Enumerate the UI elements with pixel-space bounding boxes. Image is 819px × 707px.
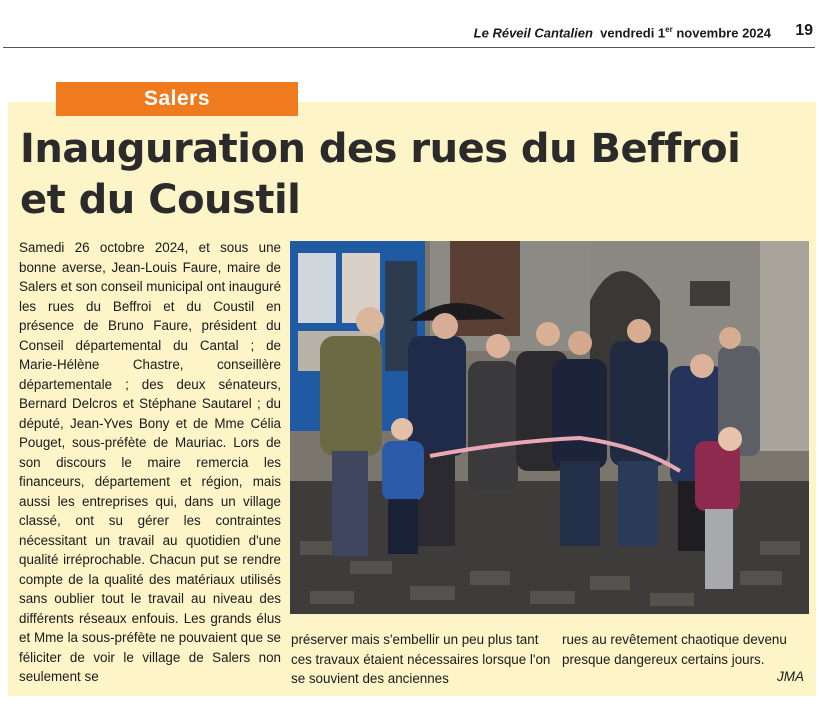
article-column-1: Samedi 26 octobre 2024, et sous une bonne averse, Jean-Louis Faure, maire de Salers et son conseil municipal ont inauguré les rues du Beffroi et du Coustil en présence de Bruno Faure, président du Conseil départemental du Cantal ; de Marie-Hélène Chastre, conseillère départementale ; des deux sénateurs, Bernard Delcros et Stéphane Sautarel ; du député, Jean-Yves Bony et de Mme Célia Pouget, sous-préfète de Mauriac. Lors de son discours le maire remercia les financeurs, département et région, mais aussi les entreprises qui, dans un village classé, ont su gérer les contraintes nécessitant un travail au quotidien d'une qualité irréprochable. Chacun put se rendre compte de la qualité des matériaux utilisés sans oublier tout le travail au niveau des différents réseaux enfouis. Les grands élus et Mme la sous-préfète ne pouvaient que se féliciter de voir le village de Salers non seulement se: [19, 240, 282, 684]
page-number: 19: [795, 22, 813, 39]
article-photo: [290, 241, 809, 614]
issue-date-prefix: vendredi 1: [600, 25, 666, 41]
article-column-3: rues au revêtement chaotique devenu presque dangereux certains jours.: [562, 632, 787, 667]
author-signature: JMA: [777, 669, 804, 684]
headline-line-1: Inauguration des rues du Beffroi: [20, 126, 741, 172]
headline-line-2: et du Coustil: [20, 177, 301, 223]
header-divider: [3, 47, 815, 48]
article-column-2: préserver mais s'embellir un peu plus tant ces travaux étaient nécessaires lorsque l'on se souvient des anciennes: [291, 632, 551, 686]
publication-and-date: [474, 25, 771, 40]
issue-date-sup: er: [665, 25, 673, 34]
publication-name: Le Réveil Cantalien: [473, 25, 593, 41]
section-tag: Salers: [56, 82, 298, 116]
issue-date-suffix: novembre 2024: [672, 25, 771, 41]
page-header: [0, 22, 819, 44]
article-headline: [20, 124, 800, 226]
